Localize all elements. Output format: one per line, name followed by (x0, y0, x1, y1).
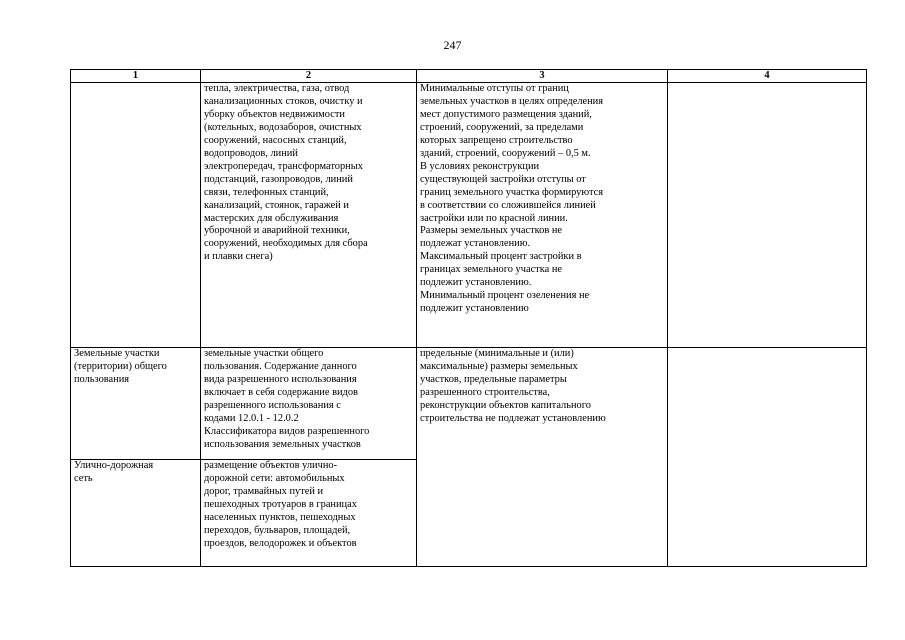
text-line: подлежит установлению. (420, 277, 532, 289)
table-row (71, 83, 867, 348)
text-line: земельных участков в целях определения (420, 95, 604, 107)
text-line: реконструкции объектов капитального (420, 399, 591, 411)
page-number: 247 (443, 38, 462, 52)
text-line: водопроводов, линий (204, 147, 298, 159)
text-line: канализаций, стоянок, гаражей и (204, 199, 349, 211)
row2-construction-parameters (417, 348, 668, 567)
row2-notes (668, 348, 867, 567)
column-header-3: 3 (417, 70, 668, 83)
column-header-4: 4 (668, 70, 867, 83)
text-line: границ земельного участка формируются (420, 186, 604, 198)
row1-notes (668, 83, 867, 348)
text-line: сеть (74, 472, 93, 484)
text-line: пользования. Содержание данного (204, 360, 357, 372)
text-line: уборку объектов недвижимости (204, 108, 345, 120)
text-line: связи, телефонных станций, (204, 186, 329, 198)
text-line: (котельных, водозаборов, очистных (204, 121, 362, 133)
text-line: пользования (74, 373, 130, 385)
column-header-1: 1 (71, 70, 201, 83)
text-line: дорожной сети: автомобильных (204, 472, 345, 484)
text-line: строений, сооружений, за пределами (420, 121, 584, 133)
row3-zone-name (71, 460, 201, 567)
text-line: использования земельных участков (204, 438, 361, 450)
text-line: земельные участки общего (204, 348, 324, 359)
text-line: переходов, бульваров, площадей, (204, 524, 351, 536)
row2-zone-name (71, 348, 201, 460)
text-line: (территории) общего (74, 360, 167, 372)
text-line: в соответствии со сложившейся линией (420, 199, 596, 211)
text-line: вида разрешенного использования (204, 373, 357, 385)
text-line: населенных пунктов, пешеходных (204, 511, 356, 523)
column-header-2: 2 (201, 70, 417, 83)
text-line: Максимальный процент застройки в (420, 251, 582, 263)
text-line: дорог, трамвайных путей и (204, 485, 324, 497)
text-line: пешеходных тротуаров в границах (204, 498, 357, 510)
text-line: максимальные) размеры земельных (420, 360, 578, 372)
text-line: застройки или по красной линии. (420, 212, 568, 224)
text-line: и плавки снега) (204, 251, 273, 263)
text-line: предельные (минимальные и (или) (420, 348, 574, 359)
text-line: включает в себя содержание видов (204, 386, 358, 398)
text-line: подлежит установлению (420, 303, 529, 315)
text-line: мест допустимого размещения зданий, (420, 108, 592, 120)
text-line: разрешенного строительства, (420, 386, 550, 398)
text-line: размещение объектов улично- (204, 460, 338, 471)
text-line: Размеры земельных участков не (420, 225, 563, 237)
text-line: подлежат установлению. (420, 238, 531, 250)
text-line: подстанций, газопроводов, линий (204, 173, 353, 185)
text-line: мастерских для обслуживания (204, 212, 339, 224)
text-line: канализационных стоков, очистку и (204, 95, 363, 107)
row1-construction-parameters (417, 83, 668, 348)
text-line: Улично-дорожная (74, 460, 154, 471)
text-line: разрешенного использования с (204, 399, 341, 411)
row1-permitted-use-description (201, 83, 417, 348)
text-line: строительства не подлежат установлению (420, 412, 606, 424)
text-line: Минимальные отступы от границ (420, 83, 569, 94)
text-line: участков, предельные параметры (420, 373, 567, 385)
text-line: границах земельного участка не (420, 264, 562, 276)
table-header-row (71, 70, 867, 83)
text-line: кодами 12.0.1 - 12.0.2 (204, 412, 299, 424)
text-line: тепла, электричества, газа, отвод (204, 83, 350, 94)
text-line: Классификатора видов разрешенного (204, 425, 370, 437)
text-line: сооружений, насосных станций, (204, 134, 347, 146)
text-line: сооружений, необходимых для сбора (204, 238, 368, 250)
text-line: Земельные участки (74, 348, 160, 359)
row2-permitted-use-description (201, 348, 417, 460)
regulation-table (70, 69, 867, 567)
text-line: Минимальный процент озеленения не (420, 290, 590, 302)
text-line: В условиях реконструкции (420, 160, 540, 172)
table-row (71, 348, 867, 460)
text-line: электропередач, трансформаторных (204, 160, 363, 172)
text-line: зданий, строений, сооружений – 0,5 м. (420, 147, 591, 159)
text-line: уборочной и аварийной техники, (204, 225, 350, 237)
row3-permitted-use-description (201, 460, 417, 567)
text-line: существующей застройки отступы от (420, 173, 586, 185)
row1-zone-name (71, 83, 201, 348)
text-line: проездов, велодорожек и объектов (204, 537, 357, 549)
text-line: которых запрещено строительство (420, 134, 573, 146)
